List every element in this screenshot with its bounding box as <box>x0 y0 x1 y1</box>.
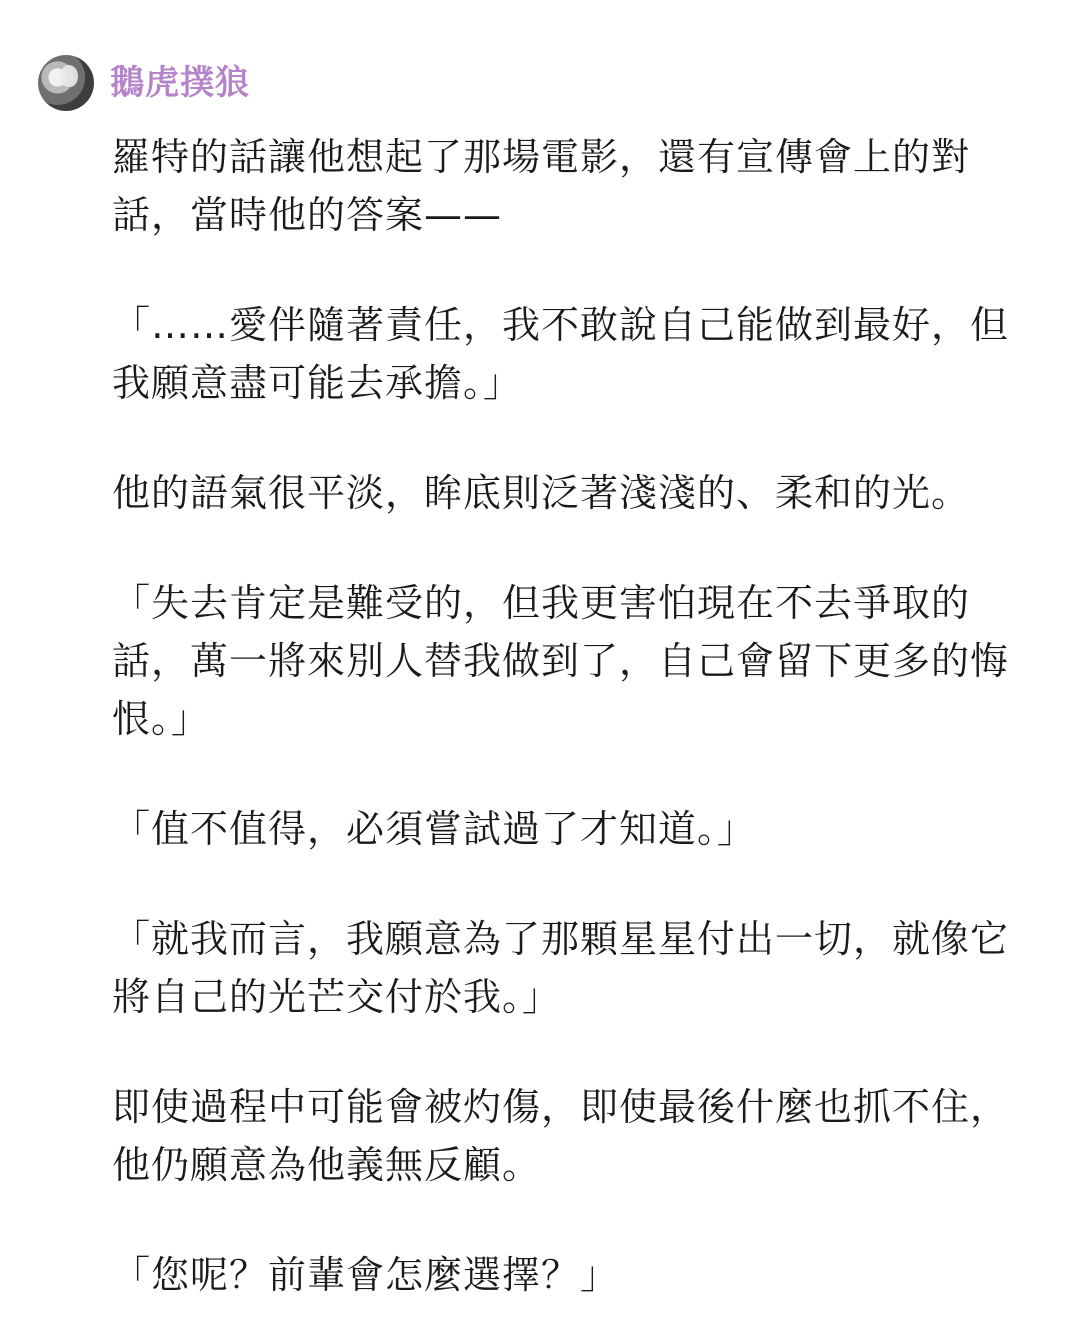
avatar-icon[interactable] <box>38 55 94 111</box>
cutoff-stroke <box>272 0 492 4</box>
paragraph: 即使過程中可能會被灼傷，即使最後什麼也抓不住，他仍願意為他義無反顧。 <box>112 1085 1010 1187</box>
paragraph: 羅特的話讓他想起了那場電影，還有宣傳會上的對話，當時他的答案—— <box>112 135 971 237</box>
post-body <box>112 128 1042 1304</box>
paragraph: 「失去肯定是難受的，但我更害怕現在不去爭取的話，萬一將來別人替我做到了，自己會留下更多的悔恨。」 <box>112 581 1010 741</box>
paragraph: 「您呢？前輩會怎麼選擇？」 <box>112 1253 620 1297</box>
post-author[interactable] <box>38 55 250 111</box>
cutoff-stroke <box>542 0 842 4</box>
paragraph: 「就我而言，我願意為了那顆星星付出一切，就像它將自己的光芒交付於我。」 <box>112 917 1010 1019</box>
cutoff-stroke <box>872 0 992 4</box>
previous-paragraph-cutoff <box>112 0 1012 4</box>
author-name[interactable]: 鵝虎撲狼 <box>110 63 250 103</box>
avatar-figure <box>60 65 78 87</box>
paragraph: 「……愛伴隨著責任，我不敢說自己能做到最好，但我願意盡可能去承擔。」 <box>112 303 1010 405</box>
cutoff-stroke <box>112 0 232 4</box>
paragraph: 「值不值得，必須嘗試過了才知道。」 <box>112 807 757 851</box>
paragraph: 他的語氣很平淡，眸底則泛著淺淺的、柔和的光。 <box>112 471 971 515</box>
